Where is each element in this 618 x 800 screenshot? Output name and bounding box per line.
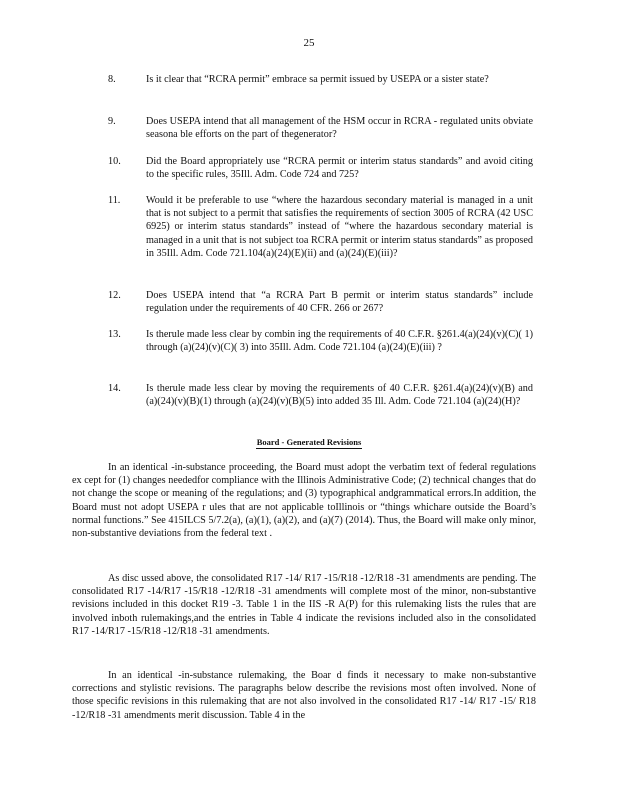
body-paragraph: In an identical -in-substance rulemaking, the Boar d finds it necessary to make non-substantive corrections and stylistic revisions. The paragraphs below describe the revisions most often involved. None of those specific revisions in this rulemaking that are not also involved in the consolidated R17 -14/ R17 -15/ R18 -12/R18 -31 amendments merit discussion. Table 4 in the <box>72 670 536 721</box>
question-item <box>108 328 533 354</box>
body-paragraph: In an identical -in-substance proceeding, the Board must adopt the verbatim text of federal regulations ex cept for (1) changes neededfor compliance with the Illinois Administrative Code; (2) technical changes that do not change the scope or meaning of the regulations; and (3) typographical andgrammatical errors.In addition, the Board must not adopt USEPA r ules that are not applicable toIllinois or “things whichare outside the Board’s normal functions.” See 415ILCS 5/7.2(a), (a)(1), (a)(2), and (a)(7) (2014). Thus, the Board will make only minor, non-substantive deviations from the federal text . <box>72 462 536 540</box>
question-text: Is therule made less clear by combin ing the requirements of 40 C.F.R. §261.4(a)(24)(v)(C)( 1) through (a)(24)(v)(C)( 3) into 35Ill. Adm. Code 721.104 (a)(24)(E)(iii) ? <box>146 329 533 354</box>
body-paragraph: As disc ussed above, the consolidated R17 -14/ R17 -15/R18 -12/R18 -31 amendments are pending. The consolidated R17 -14/R17 -15/R18 -12/R18 -31 amendments will complete most of the minor, non-substantive revisions included in this docket R19 -3. Table 1 in the IIS -R A(P) for this rulemaking lists the rules that are involved inboth rulemakings,and the entries in Table 4 indicate the revisions included also in the consolidated R17 -14/R17 -15/R18 -12/R18 -31 amendments. <box>72 573 536 637</box>
question-text: Is therule made less clear by moving the requirements of 40 C.F.R. §261.4(a)(24)(v)(B) and (a)(24)(v)(B)(1) through (a)(24)(v)(B)(5) into added 35 Ill. Adm. Code 721.104 (a)(24)(H)? <box>146 383 533 408</box>
question-text: Is it clear that “RCRA permit” embrace sa permit issued by USEPA or a sister state? <box>146 74 489 85</box>
question-number: 9. <box>108 116 116 127</box>
question-item <box>108 289 533 315</box>
question-text: Does USEPA intend that “a RCRA Part B permit or interim status standards” include regulation under the requirements of 40 CFR. 266 or 267? <box>146 290 533 315</box>
question-number: 10. <box>108 156 121 167</box>
question-number: 8. <box>108 74 116 85</box>
section-heading <box>0 437 618 447</box>
question-item <box>108 194 533 260</box>
question-number: 13. <box>108 329 121 340</box>
question-number: 14. <box>108 383 121 394</box>
section-heading-text: Board - Generated Revisions <box>256 437 362 447</box>
question-item <box>108 73 533 86</box>
question-text: Would it be preferable to use “where the hazardous secondary material is managed in a unit that is not subject to a permit that satisfies the requirements of section 3005 of RCRA (42 USC 6925) or interim status standards” instead of “where the hazardous secondary material is managed in a unit that is not subject toa RCRA permit or interim status standards” as proposed in 35Ill. Adm. Code 721.104(a)(24)(E)(ii) and (a)(24)(E)(iii)? <box>146 195 533 259</box>
question-item <box>108 115 533 141</box>
question-number: 12. <box>108 290 121 301</box>
page-number: 25 <box>303 37 315 49</box>
question-item <box>108 155 533 181</box>
question-text: Did the Board appropriately use “RCRA permit or interim status standards” and avoid citing to the specific rules, 35Ill. Adm. Code 724 and 725? <box>146 156 533 181</box>
question-text: Does USEPA intend that all management of the HSM occur in RCRA - regulated units obviate seasona ble efforts on the part of thegenerator? <box>146 116 533 141</box>
question-item <box>108 382 533 408</box>
question-number: 11. <box>108 195 121 206</box>
